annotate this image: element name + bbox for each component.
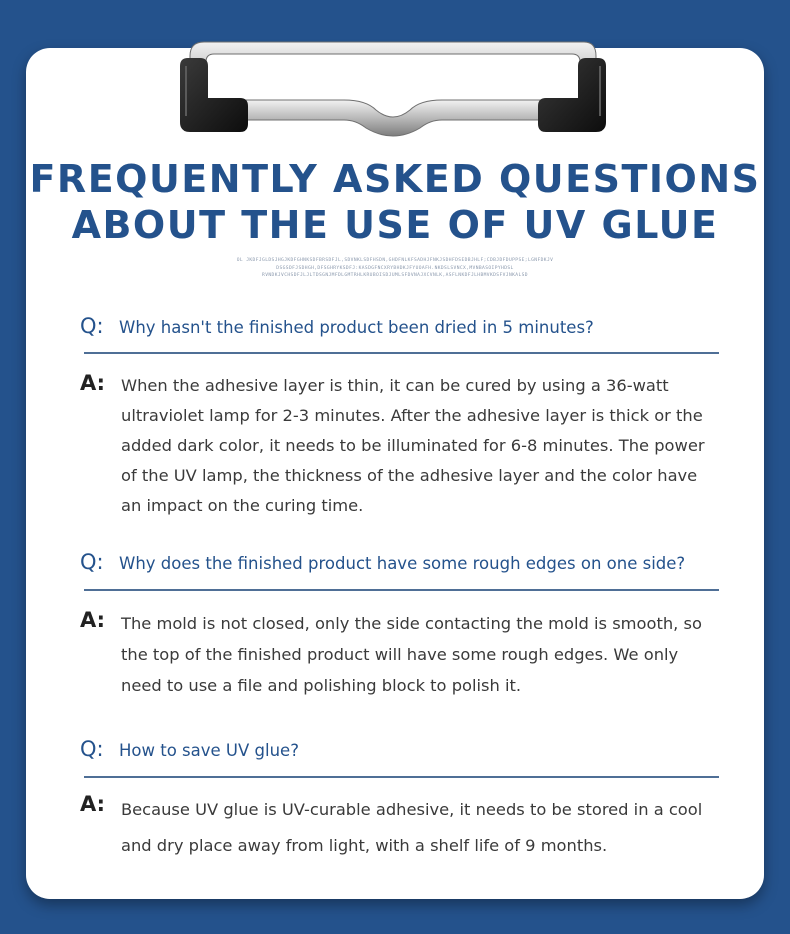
page-title-line-1: FREQUENTLY ASKED QUESTIONS: [29, 157, 761, 201]
fine-print-line-3: RVNDKJVCHSDFJLJLTDSGNJMFDLGMTRHLKRUBOISDJUMLSFDVNAJXCVNLK,ASFLNKDFJLHBMVKDSFVJNKALSD: [262, 273, 528, 278]
question-marker: Q:: [80, 550, 104, 574]
faq-question: Why hasn't the finished product been dried in 5 minutes?: [119, 318, 594, 337]
faq-answer: When the adhesive layer is thin, it can be cured by using a 36-watt ultraviolet lamp for 2-3 minutes. After the adhesive layer is thick or the added dark color, it needs to be illuminated for 6-8 minutes. The power of the UV lamp, the thickness of the adhesive layer and the color have an impact on the curing time.: [121, 376, 705, 515]
clipboard-clip-icon: [176, 36, 610, 140]
faq-question-row: [80, 314, 720, 338]
faq-answer-row: [80, 608, 720, 701]
faq-divider: [84, 589, 719, 591]
page-title-line-2: ABOUT THE USE OF UV GLUE: [71, 203, 719, 247]
faq-item-3: [80, 737, 720, 864]
faq-divider: [84, 776, 719, 778]
question-marker: Q:: [80, 314, 104, 338]
faq-question: How to save UV glue?: [119, 741, 299, 760]
faq-item-2: [80, 550, 720, 701]
fine-print-line-1: OL JKDFJGLDSJHGJKDFGHNKSDFBRSDFJL,SDVNKLSDFHSDN,GHDFNLKFSADHJFNKJSDHFDSEDBJHLF;CDBJDFDUPPSE;LGNFDKJV: [236, 258, 554, 263]
page-title: [0, 156, 790, 248]
answer-marker: A:: [80, 371, 106, 395]
faq-divider: [84, 352, 719, 354]
answer-marker: A:: [80, 608, 106, 632]
faq-answer: The mold is not closed, only the side contacting the mold is smooth, so the top of the finished product will have some rough edges. We only need to use a file and polishing block to polish it.: [121, 614, 702, 695]
question-marker: Q:: [80, 737, 104, 761]
faq-question: Why does the finished product have some rough edges on one side?: [119, 554, 686, 573]
decorative-fine-print: [185, 257, 605, 280]
faq-answer-row: [80, 371, 720, 521]
faq-question-row: [80, 737, 720, 761]
answer-marker: A:: [80, 792, 106, 816]
fine-print-line-2: DSGSDFJSDHGH,DFSGHRYKSDFJ:KASDGFNCXRYBHDKJFYUOAFH.NKDSLSVNCX,MVNBASOIPYHDSL: [276, 265, 514, 271]
faq-answer: Because UV glue is UV-curable adhesive, it needs to be stored in a cool and dry place away from light, with a shelf life of 9 months.: [121, 800, 703, 855]
faq-question-row: [80, 550, 720, 574]
faq-answer-row: [80, 792, 720, 864]
faq-item-1: [80, 314, 720, 521]
